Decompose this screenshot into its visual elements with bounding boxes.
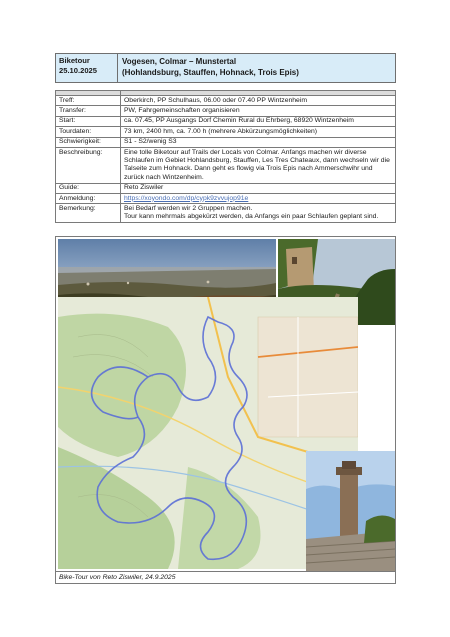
row-value: ca. 07.45, PP Ausgangs Dorf Chemin Rural du Ehrberg, 68920 Wintzenheim bbox=[121, 116, 396, 126]
row-value: PW, Fahrgemeinschaften organisieren bbox=[121, 106, 396, 116]
tour-date: 25.10.2025 bbox=[59, 66, 98, 75]
row-label: Tourdaten: bbox=[56, 127, 121, 137]
tour-info-table bbox=[55, 90, 396, 223]
row-tourdaten bbox=[56, 127, 396, 137]
row-treff bbox=[56, 96, 396, 106]
row-label: Treff: bbox=[56, 96, 121, 106]
row-beschreibung bbox=[56, 148, 396, 184]
tour-type-label: Biketour bbox=[59, 56, 90, 65]
row-schwierigkeit bbox=[56, 137, 396, 147]
row-value: Eine tolle Biketour auf Trails der Locals von Colmar. Anfangs machen wir diverse Schlaufen im Gebiet Hohlandsburg, Stauffen, Les Tres Chateaux, dann wechseln wir die Talseite zum Hohnack. Dann geht es flowig via Trois Epis nach Ammerschwihr und zurück nach Wintzenheim. bbox=[121, 148, 396, 184]
tour-type-cell bbox=[56, 54, 118, 82]
row-label: Anmeldung: bbox=[56, 194, 121, 204]
registration-link[interactable]: https://xoyondo.com/dp/cypk9zvvujop91e bbox=[124, 194, 249, 202]
row-label: Guide: bbox=[56, 183, 121, 193]
photo-caption: Bike-Tour von Reto Ziswiler, 24.9.2025 bbox=[55, 572, 396, 584]
tour-header bbox=[55, 53, 396, 83]
row-label: Beschreibung: bbox=[56, 148, 121, 184]
row-value: 73 km, 2400 hm, ca. 7.00 h (mehrere Abkürzungsmöglichkeiten) bbox=[121, 127, 396, 137]
tour-title-cell bbox=[118, 54, 395, 82]
row-value bbox=[121, 194, 396, 204]
row-bemerkung bbox=[56, 204, 396, 223]
row-guide bbox=[56, 183, 396, 193]
row-start bbox=[56, 116, 396, 126]
remark-line-2: Tour kann mehrmals abgekürzt werden, da Anfangs ein paar Schlaufen geplant sind. bbox=[124, 213, 379, 221]
row-value: Reto Ziswiler bbox=[121, 183, 396, 193]
row-value: S1 - S2/wenig S3 bbox=[121, 137, 396, 147]
row-value bbox=[121, 204, 396, 223]
row-label: Transfer: bbox=[56, 106, 121, 116]
tour-subtitle: (Hohlandsburg, Stauffen, Hohnack, Trois Epis) bbox=[122, 68, 299, 77]
tour-title: Vogesen, Colmar – Munstertal bbox=[122, 57, 237, 66]
row-label: Bemerkung: bbox=[56, 204, 121, 223]
remark-line-1: Bei Bedarf werden wir 2 Gruppen machen. bbox=[124, 204, 253, 212]
row-label: Schwierigkeit: bbox=[56, 137, 121, 147]
photo-map-collage bbox=[55, 236, 396, 572]
monument-photo bbox=[306, 451, 395, 571]
row-value: Oberkirch, PP Schulhaus, 06.00 oder 07.40 PP Wintzenheim bbox=[121, 96, 396, 106]
row-transfer bbox=[56, 106, 396, 116]
row-anmeldung bbox=[56, 194, 396, 204]
row-label: Start: bbox=[56, 116, 121, 126]
